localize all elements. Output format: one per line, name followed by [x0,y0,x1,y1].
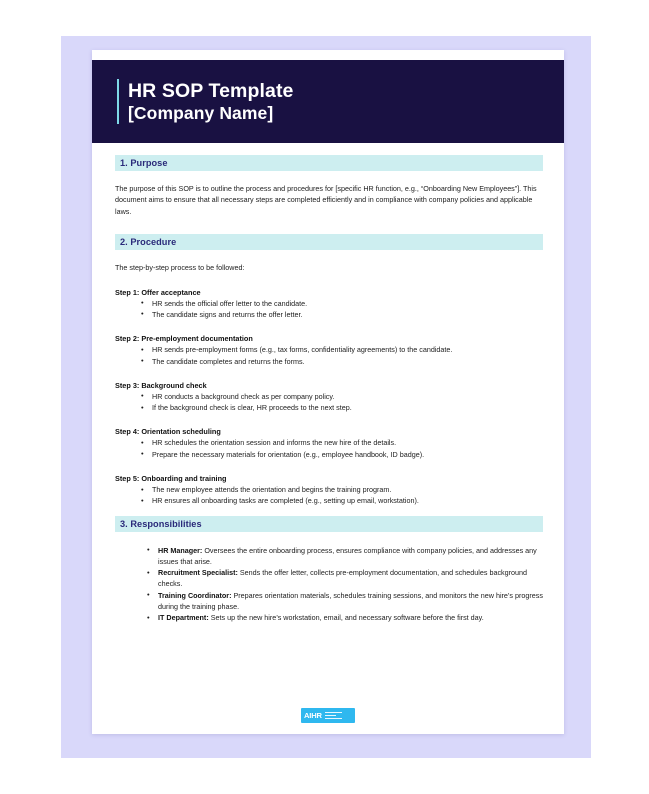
spacer [115,217,543,234]
procedure-step [115,333,543,367]
list-item: • The candidate completes and returns the forms. [141,356,543,367]
responsibility-text: Prepares orientation materials, schedules training sessions, and monitors the new hire’s progress during the training phase. [158,590,543,612]
tagline-line [325,718,342,719]
document-title-banner [92,60,564,143]
step-heading: Step 5: Onboarding and training [115,474,227,483]
responsibility-text: Oversees the entire onboarding process, ensures compliance with company policies, and addresses any issues that arise. [158,545,537,566]
page-subtitle: [Company Name] [128,102,274,123]
spacer [115,250,543,262]
spacer [115,320,543,333]
tagline-line [325,712,342,713]
spacer [115,532,543,545]
procedure-step [115,426,543,460]
list-item [147,612,543,623]
list-item: • If the background check is clear, HR proceeds to the next step. [141,402,543,413]
aihr-logo-wordmark: AIHR [304,711,322,720]
list-item: • The new employee attends the orientation and begins the training program. [141,484,543,495]
list-item: • The candidate signs and returns the offer letter. [141,309,543,320]
list-item [147,590,543,613]
step-bullet-list [115,391,543,414]
spacer [115,507,543,516]
step-heading: Step 4: Orientation scheduling [115,427,221,437]
step-heading: Step 1: Offer acceptance [115,287,201,297]
responsibility-role: Recruitment Specialist: [158,568,238,578]
spacer [115,460,543,473]
responsibility-text: Sets up the new hire’s workstation, email, and necessary software before the first day. [208,613,484,623]
list-item: • HR sends pre-employment forms (e.g., tax forms, confidentiality agreements) to the candidate. [141,344,543,355]
step-bullet-list [115,484,543,507]
step-heading: Step 3: Background check [115,380,207,390]
spacer [115,413,543,426]
tagline-line [325,715,336,716]
list-item: • HR sends the official offer letter to the candidate. [141,298,543,309]
aihr-logo-tagline-icon [325,712,342,719]
list-item: • HR schedules the orientation session and informs the new hire of the details. [141,437,543,448]
section-heading-purpose: 1. Purpose [115,155,543,171]
list-item: • HR conducts a background check as per company policy. [141,391,543,402]
spacer [115,274,543,287]
responsibilities-list [115,545,543,624]
responsibility-role: HR Manager: [158,545,203,555]
list-item [147,545,543,568]
document-body [115,155,543,624]
step-bullet-list [115,298,543,321]
title-text-group [128,80,294,124]
responsibility-role: Training Coordinator: [158,590,232,600]
section-heading-responsibilities: 3. Responsibilities [115,516,543,532]
page-title: HR SOP Template [128,79,294,102]
spacer [115,367,543,380]
purpose-paragraph: The purpose of this SOP is to outline the process and procedures for [specific HR function, e.g., “Onboarding New Employees”]. This document aims to ensure that all necessary steps are completed efficiently and in compliance with company policies and applicable laws. [115,184,537,216]
procedure-intro: The step-by-step process to be followed: [115,263,245,273]
section-heading-procedure: 2. Procedure [115,234,543,250]
title-accent-bar [117,79,119,124]
list-item: • HR ensures all onboarding tasks are completed (e.g., setting up email, workstation). [141,495,543,506]
procedure-step [115,380,543,414]
step-bullet-list [115,437,543,460]
document-page [92,50,564,734]
procedure-step [115,287,543,321]
responsibility-text: Sends the offer letter, collects pre-employment documentation, and schedules background checks. [158,568,528,589]
list-item: • Prepare the necessary materials for orientation (e.g., employee handbook, ID badge). [141,449,543,460]
responsibility-role: IT Department: [158,613,209,623]
list-item [147,567,543,590]
spacer [115,171,543,183]
step-bullet-list [115,344,543,367]
step-heading: Step 2: Pre-employment documentation [115,334,253,344]
aihr-logo [301,708,355,723]
procedure-step [115,473,543,507]
